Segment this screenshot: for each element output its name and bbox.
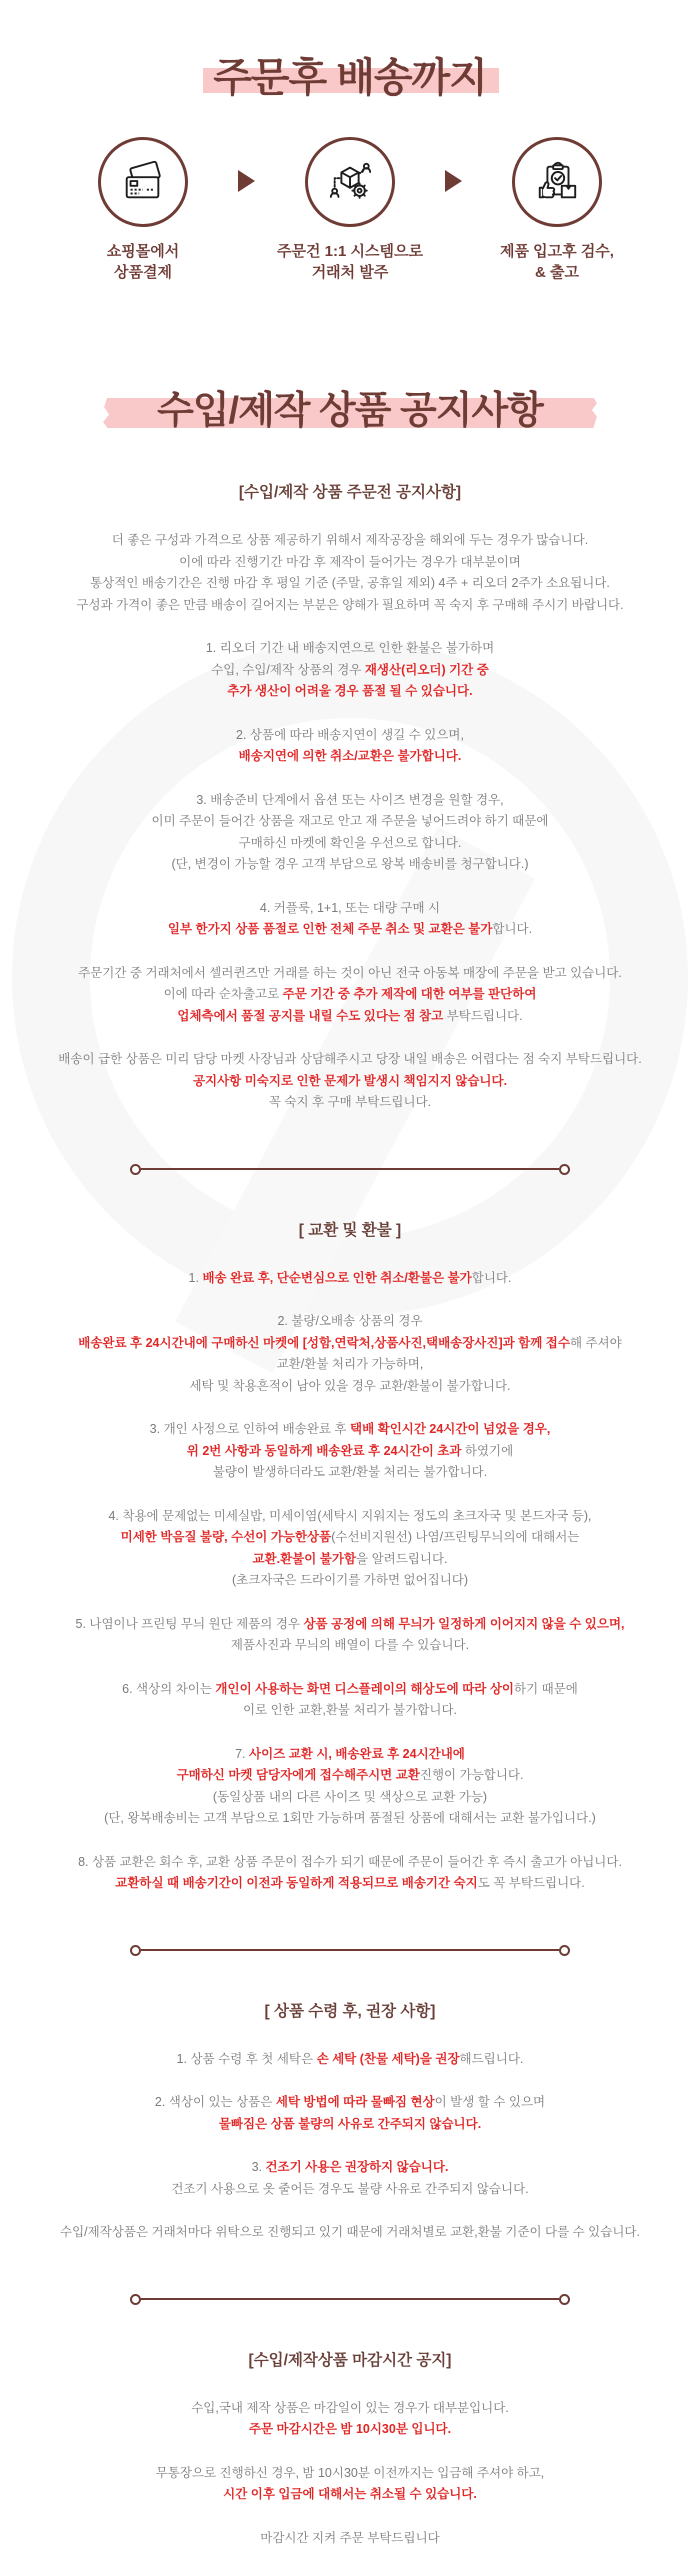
notice-paragraph	[0, 2157, 700, 2200]
warning-text: 위 2번 사항과 동일하게 배송완료 후 24시간이 초과	[186, 1443, 465, 1458]
notice-paragraph	[0, 898, 700, 941]
body-text: 4. 커플룩, 1+1, 또는 대량 구매 시	[259, 900, 441, 915]
body-text: (초크자국은 드라이기를 가하면 없어집니다)	[231, 1573, 469, 1587]
process-steps	[0, 137, 700, 283]
body-text: 해 주셔야	[569, 1335, 622, 1350]
notice-paragraph	[0, 2463, 700, 2506]
warning-text: 교환하실 때 배송기간이 이전과 동일하게 적용되므로 배송기간 숙지	[115, 1876, 478, 1890]
body-text: 4. 착용에 문제없는 미세실밥, 미세이염(세탁시 지워지는 정도의 초크자국 및 본드자국 등),	[108, 1508, 592, 1523]
notice-paragraph	[0, 963, 700, 1028]
body-text: 진행이 가능합니다.	[419, 1768, 524, 1782]
body-text: 통상적인 배송기간은 진행 마감 후 평일 기준 (주말, 공휴일 제외) 4주 + 리오더 2주가 소요됩니다.	[90, 576, 610, 590]
page-title-text: 주문후 배송까지	[209, 46, 491, 103]
order-system-icon	[305, 137, 395, 227]
notice-title-text: 수입/제작 상품 공지사항	[153, 379, 547, 434]
warning-text: 시간 이후 입금에 대해서는 취소될 수 있습니다.	[223, 2487, 477, 2501]
body-text: 세탁 및 착용흔적이 남아 있을 경우 교환/환불이 불가합니다.	[189, 1378, 511, 1393]
notice-paragraph	[0, 1419, 700, 1484]
body-text: 수입, 수입/제작 상품의 경우	[211, 662, 365, 677]
notice-section	[0, 1999, 700, 2244]
body-text: 합니다.	[492, 922, 533, 936]
warning-text: 물빠짐은 상품 불량의 사유로 간주되지 않습니다.	[218, 2116, 482, 2131]
body-text: 2. 불량/오배송 상품의 경우	[277, 1314, 423, 1328]
warning-text: 구매하신 마켓 담당자에게 접수해주시면 교환	[176, 1768, 420, 1782]
notice-section	[0, 480, 700, 1114]
body-text: 이로 인한 교환,환불 처리가 불가합니다.	[242, 1703, 458, 1717]
body-text: 이에 따라 순차출고로	[163, 987, 283, 1001]
notice-paragraph	[0, 638, 700, 703]
warning-text: 교환.환불이 불가함	[252, 1551, 357, 1566]
credit-card-icon	[98, 137, 188, 227]
notice-paragraph	[0, 2222, 700, 2244]
body-text: 구성과 가격이 좋은 만큼 배송이 길어지는 부분은 양해가 필요하며 꼭 숙지 후 구매해 주시기 바랍니다.	[76, 597, 624, 612]
body-text: (단, 변경이 가능할 경우 고객 부담으로 왕복 배송비를 청구합니다.)	[171, 857, 529, 871]
body-text: (수선비지원선) 나염/프린팅무늬의에 대해서는	[331, 1530, 580, 1544]
body-text: 배송이 급한 상품은 미리 담당 마켓 사장님과 상담해주시고 당장 내일 배송은 어렵다는 점 숙지 부탁드립니다.	[58, 1052, 642, 1066]
warning-text: 배송지연에 의한 취소/교환은 불가합니다.	[238, 749, 462, 763]
notice-paragraph	[0, 2528, 700, 2550]
body-text: 불량이 발생하더라도 교환/환불 처리는 불가합니다.	[212, 1465, 488, 1479]
body-text: 이 발생 할 수 있으며	[434, 2095, 546, 2109]
section-heading: [ 교환 및 환불 ]	[298, 1221, 402, 1239]
notice-sections	[0, 480, 700, 2549]
body-text: 3. 배송준비 단계에서 옵션 또는 사이즈 변경을 원할 경우,	[196, 792, 504, 807]
notice-paragraph	[0, 725, 700, 768]
body-text: 마감시간 지켜 주문 부탁드립니다	[260, 2530, 440, 2545]
warning-text: 개인이 사용하는 화면 디스플레이의 해상도에 따라 상이	[215, 1681, 514, 1696]
body-text: 해드립니다.	[459, 2051, 524, 2066]
body-text: 3.	[251, 2160, 266, 2174]
body-text: 구매하신 마켓에 확인을 우선으로 합니다.	[238, 835, 462, 850]
warning-text: 손 세탁 (찬물 세탁)을 권장	[316, 2051, 460, 2066]
body-text: 부탁드립니다.	[443, 1008, 523, 1023]
process-step	[462, 137, 652, 283]
section-heading: [ 상품 수령 후, 권장 사항]	[264, 2002, 436, 2020]
warning-text: 주문 기간 중 추가 제작에 대한 여부를 판단하여	[282, 987, 537, 1001]
warning-text: 추가 생산이 어려울 경우 품절 될 수 있습니다.	[227, 684, 473, 698]
notice-paragraph	[0, 1268, 700, 1290]
body-text: 1.	[188, 1270, 203, 1285]
notice-section	[0, 1218, 700, 1895]
warning-text: 공지사항 미숙지로 인한 문제가 발생시 책임지지 않습니다.	[192, 1073, 508, 1088]
warning-text: 사이즈 교환 시, 배송완료 후 24시간내에	[249, 1746, 465, 1761]
body-text: 수입,국내 제작 상품은 마감일이 있는 경우가 대부분입니다.	[191, 2400, 509, 2415]
body-text: (동일상품 내의 다른 사이즈 및 색상으로 교환 가능)	[212, 1789, 488, 1804]
warning-text: 세탁 방법에 따라 물빠짐 현상	[275, 2095, 435, 2109]
notice-paragraph	[0, 530, 700, 616]
body-text: 무통장으로 진행하신 경우, 밤 10시30분 이전까지는 입금해 주셔야 하고,	[155, 2465, 545, 2480]
warning-text: 배송 완료 후, 단순변심으로 인한 취소/환불은 불가	[202, 1270, 472, 1285]
body-text: 2. 상품에 따라 배송지연이 생길 수 있으며,	[236, 727, 464, 742]
inspection-icon	[512, 137, 602, 227]
notice-paragraph	[0, 1744, 700, 1830]
section-heading: [수입/제작 상품 주문전 공지사항]	[238, 484, 462, 501]
step-label: 주문건 1:1 시스템으로 거래처 발주	[277, 243, 423, 281]
arrow-right-icon	[445, 170, 462, 192]
body-text: 1. 리오더 기간 내 배송지연으로 인한 환불은 불가하며	[205, 641, 495, 655]
notice-section	[0, 2348, 700, 2550]
notice-title	[0, 379, 700, 434]
notice-paragraph	[0, 2049, 700, 2071]
warning-text: 일부 한가지 상품 품절로 인한 전체 주문 취소 및 교환은 불가	[167, 922, 493, 936]
warning-text: 상품 공정에 의해 무늬가 일정하게 이어지지 않을 수 있으며,	[303, 1616, 625, 1631]
body-text: 8. 상품 교환은 회수 후, 교환 상품 주문이 접수가 되기 때문에 주문이 들어간 후 즉시 출고가 아닙니다.	[78, 1854, 622, 1869]
arrow-right-icon	[238, 170, 255, 192]
notice-paragraph	[0, 790, 700, 876]
warning-text: 주문 마감시간은 밤 10시30분 입니다.	[248, 2422, 452, 2436]
body-text: 꼭 숙지 후 구매 부탁드립니다.	[268, 1095, 432, 1109]
notice-paragraph	[0, 1614, 700, 1657]
section-divider	[141, 1168, 559, 1170]
body-text: 1. 상품 수령 후 첫 세탁은	[176, 2051, 317, 2066]
body-text: 건조기 사용으로 옷 줄어든 경우도 불량 사유로 간주되지 않습니다.	[171, 2181, 529, 2196]
body-text: 을 알려드립니다.	[356, 1551, 448, 1566]
step-label: 제품 입고후 검수, & 출고	[500, 243, 614, 281]
body-text: 합니다.	[471, 1270, 512, 1285]
body-text: 3. 개인 사정으로 인하여 배송완료 후	[149, 1422, 350, 1436]
section-divider	[141, 1949, 559, 1951]
body-text: 6. 색상의 차이는	[122, 1681, 216, 1696]
process-step	[255, 137, 445, 283]
body-text: 더 좋은 구성과 가격으로 상품 제공하기 위해서 제작공장을 해외에 두는 경우가 많습니다.	[111, 533, 589, 547]
warning-text: 배송완료 후 24시간내에 구매하신 마켓에 [성함,연락처,상품사진,택배송장사진]과 함께 접수	[78, 1335, 570, 1350]
notice-paragraph	[0, 1506, 700, 1592]
notice-paragraph	[0, 1311, 700, 1397]
body-text: 이미 주문이 들어간 상품을 재고로 안고 재 주문을 넣어드려야 하기 때문에	[151, 814, 549, 828]
warning-text: 업체측에서 품절 공지를 내릴 수도 있다는 점 참고	[177, 1008, 444, 1023]
notice-paragraph	[0, 1852, 700, 1895]
warning-text: 재생산(리오더) 기간 중	[364, 662, 489, 677]
warning-text: 건조기 사용은 권장하지 않습니다.	[265, 2160, 449, 2174]
body-text: 수입/제작상품은 거래처마다 위탁으로 진행되고 있기 때문에 거래처별로 교환,환불 기준이 다를 수 있습니다.	[60, 2225, 640, 2239]
notice-paragraph	[0, 2092, 700, 2135]
body-text: 2. 색상이 있는 상품은	[154, 2095, 276, 2109]
body-text: 하기 때문에	[514, 1681, 578, 1696]
notice-paragraph	[0, 2398, 700, 2441]
process-step	[48, 137, 238, 283]
body-text: (단, 왕복배송비는 고객 부담으로 1회만 가능하며 품절된 상품에 대해서는 교환 불가입니다.)	[104, 1811, 596, 1825]
body-text: 제품사진과 무늬의 배열이 다를 수 있습니다.	[230, 1638, 470, 1652]
warning-text: 택배 확인시간 24시간이 넘었을 경우,	[350, 1422, 551, 1436]
notice-paragraph	[0, 1679, 700, 1722]
step-label: 쇼핑몰에서 상품결제	[106, 243, 180, 281]
body-text: 주문기간 중 거래처에서 셀러퀸즈만 거래를 하는 것이 아닌 전국 아동복 매장에 주문을 받고 있습니다.	[78, 965, 622, 980]
section-divider	[141, 2298, 559, 2300]
body-text: 이에 따라 진행기간 마감 후 제작이 들어가는 경우가 대부분이며	[179, 554, 521, 569]
body-text: 7.	[235, 1746, 250, 1761]
body-text: 교환/환불 처리가 가능하며,	[276, 1357, 424, 1371]
page-title	[0, 0, 700, 103]
body-text: 5. 나염이나 프린팅 무늬 원단 제품의 경우	[75, 1616, 304, 1631]
warning-text: 미세한 박음질 불량, 수선이 가능한상품	[120, 1530, 332, 1544]
section-heading: [수입/제작상품 마감시간 공지]	[248, 2351, 452, 2369]
body-text: 도 꼭 부탁드립니다.	[477, 1876, 585, 1890]
notice-paragraph	[0, 1049, 700, 1114]
body-text: 하였기에	[464, 1443, 514, 1458]
